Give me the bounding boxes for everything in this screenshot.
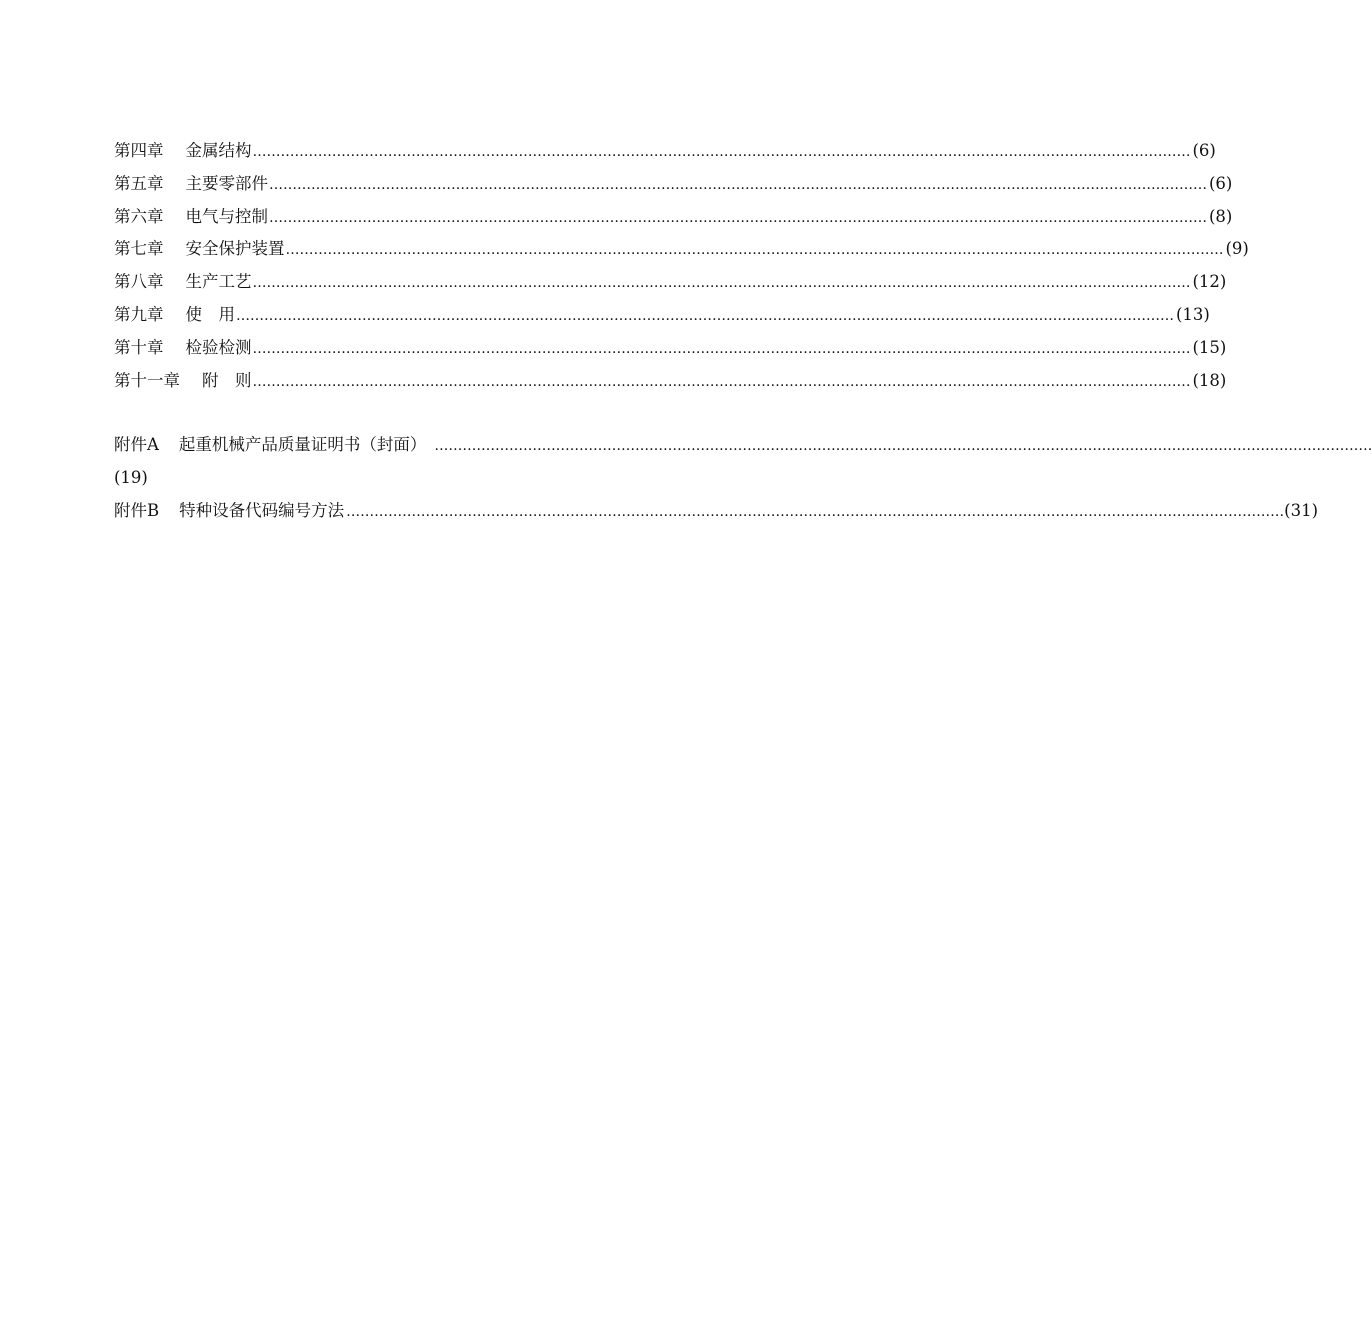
chapter-title: 附 则 bbox=[202, 370, 252, 390]
chapter-number: 第九章 bbox=[114, 304, 164, 324]
chapter-title: 使 用 bbox=[185, 304, 235, 324]
page-number: (9) bbox=[1225, 239, 1249, 259]
chapter-number: 第四章 bbox=[114, 141, 164, 160]
dot-leader: ………………………………………………………………………………………………………………………………………………………………………………… bbox=[434, 438, 1372, 455]
toc-entry-chapter-9[interactable] bbox=[114, 299, 1210, 332]
chapter-title: 主要零部件 bbox=[185, 173, 268, 193]
toc-entry-chapter-7[interactable] bbox=[114, 233, 1249, 266]
page-number: (13) bbox=[1176, 304, 1210, 324]
chapter-title: 金属结构 bbox=[185, 141, 252, 160]
dot-leader: ………………………………………………………………………………………………………………………………………………………………………………… bbox=[269, 209, 1207, 226]
appendix-title: 起重机械产品质量证明书（封面） bbox=[178, 435, 427, 455]
dot-leader: ………………………………………………………………………………………………………………………………………………………………………………… bbox=[252, 144, 1191, 160]
toc-entry-chapter-5[interactable] bbox=[114, 168, 1233, 201]
appendix-label: 附件B bbox=[114, 500, 160, 520]
appendix-label: 附件A bbox=[114, 435, 159, 455]
dot-leader: ………………………………………………………………………………………………………………………………………………………………………………… bbox=[252, 340, 1191, 357]
page-number: (6) bbox=[1209, 173, 1233, 193]
chapter-number: 第六章 bbox=[114, 206, 164, 226]
chapter-title: 电气与控制 bbox=[185, 206, 268, 226]
toc-entry-chapter-6[interactable] bbox=[114, 201, 1233, 234]
page-number: (12) bbox=[1192, 272, 1227, 292]
chapter-number: 第十章 bbox=[114, 337, 164, 357]
page-number: (15) bbox=[1192, 337, 1227, 357]
chapter-number: 第五章 bbox=[114, 173, 164, 193]
chapter-title: 安全保护装置 bbox=[185, 239, 285, 259]
dot-leader: ………………………………………………………………………………………………………………………………………………………………………………… bbox=[236, 307, 1174, 324]
section-spacer bbox=[114, 397, 836, 429]
toc-entry-chapter-4[interactable] bbox=[114, 135, 1216, 168]
dot-leader: ………………………………………………………………………………………………………………………………………………………………………………… bbox=[252, 373, 1191, 390]
chapter-title: 生产工艺 bbox=[185, 272, 252, 292]
chapter-title: 检验检测 bbox=[185, 337, 252, 357]
page-number: (8) bbox=[1209, 206, 1233, 226]
toc-entry-chapter-8[interactable] bbox=[114, 266, 1227, 299]
toc-entry-chapter-10[interactable] bbox=[114, 332, 1227, 365]
chapter-number: 第十一章 bbox=[114, 370, 180, 390]
dot-leader: ………………………………………………………………………………………………………………………………………………………………………………… bbox=[252, 275, 1191, 292]
table-of-contents bbox=[114, 135, 1372, 528]
dot-leader: ………………………………………………………………………………………………………………………………………………………………………………… bbox=[269, 176, 1207, 193]
toc-entry-chapter-11[interactable] bbox=[114, 365, 1227, 398]
dot-leader: ………………………………………………………………………………………………………………………………………………………………………………… bbox=[285, 242, 1224, 259]
page-number: (6) bbox=[1192, 141, 1216, 160]
toc-entry-appendix-a[interactable] bbox=[114, 429, 1372, 462]
chapter-number: 第八章 bbox=[114, 272, 164, 292]
page-number: (18) bbox=[1192, 370, 1227, 390]
dot-leader: ………………………………………………………………………………………………………………………………………………………………………………… bbox=[346, 503, 1285, 520]
chapter-number: 第七章 bbox=[114, 239, 164, 259]
page-number: (31) bbox=[1284, 500, 1319, 520]
appendix-title: 特种设备代码编号方法 bbox=[179, 500, 345, 520]
toc-entry-appendix-b[interactable] bbox=[114, 495, 1319, 528]
appendix-a-page-number: (19) bbox=[114, 468, 148, 488]
